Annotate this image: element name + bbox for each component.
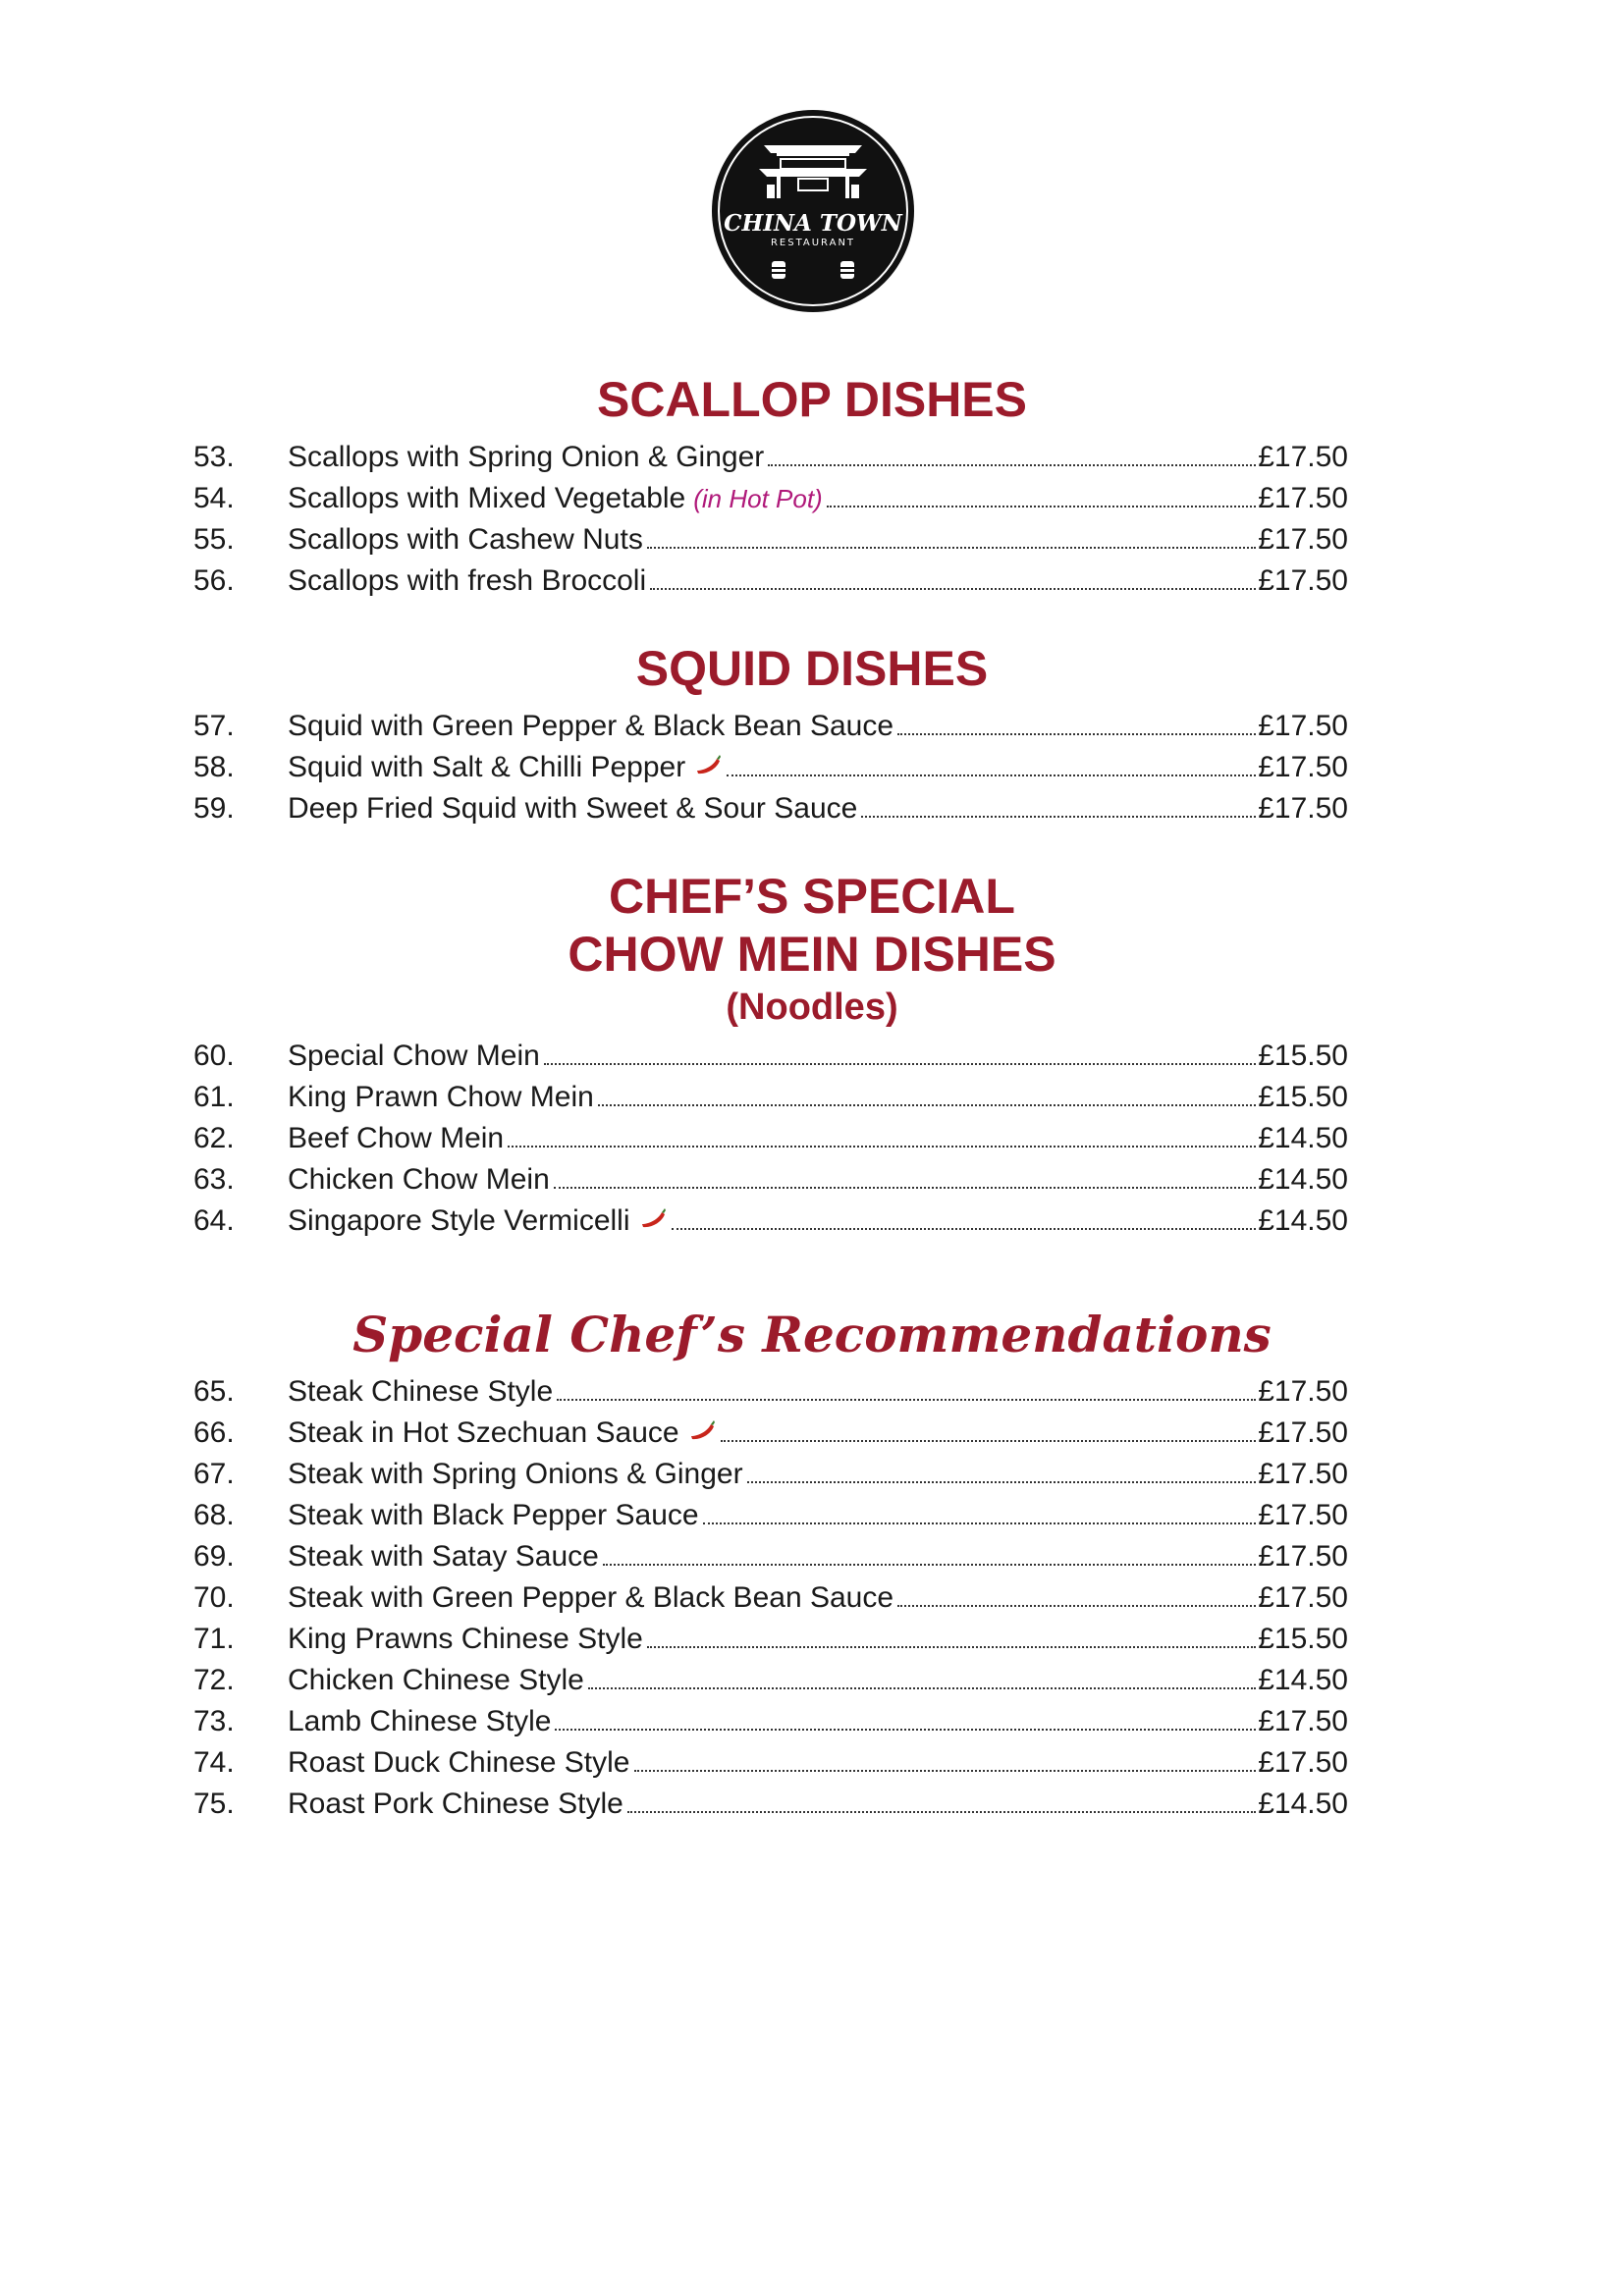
item-name: Chicken Chinese Style — [288, 1664, 584, 1696]
scallop-heading: SCALLOP DISHES — [596, 372, 1028, 427]
item-name: Scallops with fresh Broccoli — [288, 564, 647, 597]
item-number: 63. — [193, 1162, 235, 1196]
item-number: 75. — [193, 1788, 235, 1820]
item-price: £14.50 — [1258, 1162, 1348, 1196]
item-name: Lamb Chinese Style — [288, 1705, 552, 1737]
item-number: 72. — [193, 1664, 235, 1696]
menu-item — [0, 1536, 1624, 1577]
menu-item — [0, 1118, 1624, 1159]
menu-item — [0, 1742, 1624, 1784]
menu-item — [0, 561, 1624, 602]
menu-item — [0, 1454, 1624, 1495]
menu-item — [0, 1660, 1624, 1701]
item-name: Steak with Black Pepper Sauce — [288, 1499, 699, 1531]
menu-item — [0, 1413, 1624, 1454]
item-name: Deep Fried Squid with Sweet & Sour Sauce — [288, 792, 858, 825]
item-number: 68. — [193, 1499, 235, 1531]
squid-list — [0, 706, 1624, 829]
chowmein-heading-line1: CHEF’S SPECIAL — [609, 869, 1015, 924]
menu-item — [0, 1701, 1624, 1742]
menu-item — [0, 478, 1624, 519]
item-name: Squid with Salt & Chilli Pepper — [288, 751, 686, 783]
dot-leader — [634, 1769, 1257, 1772]
menu-item — [0, 1577, 1624, 1619]
chili-pepper-icon — [687, 1418, 717, 1442]
dot-leader — [554, 1186, 1256, 1189]
squid-heading: SQUID DISHES — [635, 641, 989, 696]
item-price: £17.50 — [1258, 1746, 1348, 1779]
dot-leader — [721, 1439, 1257, 1442]
chili-pepper-icon — [638, 1206, 668, 1230]
logo-subtitle: RESTAURANT — [770, 238, 856, 248]
menu-item — [0, 1036, 1624, 1077]
item-price: £17.50 — [1258, 751, 1348, 783]
dot-leader — [727, 774, 1256, 776]
dot-leader — [647, 546, 1256, 549]
item-price: £17.50 — [1258, 1705, 1348, 1737]
item-price: £17.50 — [1258, 792, 1348, 825]
chili-pepper-icon — [693, 753, 723, 776]
item-number: 53. — [193, 441, 235, 473]
item-price: £17.50 — [1258, 482, 1348, 514]
item-number: 65. — [193, 1375, 235, 1408]
item-number: 61. — [193, 1080, 235, 1113]
squid-section — [0, 640, 1624, 829]
item-price: £17.50 — [1258, 1581, 1348, 1614]
recommendations-list — [0, 1371, 1624, 1825]
dot-leader — [650, 587, 1256, 590]
dot-leader — [703, 1522, 1257, 1524]
item-number: 58. — [193, 751, 235, 783]
item-name: Steak with Spring Onions & Ginger — [288, 1458, 743, 1490]
menu-item — [0, 788, 1624, 829]
item-name: Singapore Style Vermicelli — [288, 1203, 630, 1237]
item-number: 73. — [193, 1705, 235, 1737]
menu-item — [0, 1077, 1624, 1118]
item-name: Chicken Chow Mein — [288, 1162, 550, 1196]
chowmein-list — [0, 1036, 1624, 1242]
menu-item — [0, 1619, 1624, 1660]
item-name: Scallops with Mixed Vegetable — [288, 482, 686, 514]
item-name: Steak with Satay Sauce — [288, 1540, 599, 1573]
item-price: £17.50 — [1258, 1375, 1348, 1408]
menu-item — [0, 1495, 1624, 1536]
menu-item — [0, 706, 1624, 747]
dot-leader — [897, 1604, 1256, 1607]
item-price: £17.50 — [1258, 523, 1348, 556]
item-number: 71. — [193, 1623, 235, 1655]
logo-name: CHINA TOWN — [724, 210, 902, 237]
menu-item — [0, 1159, 1624, 1201]
item-number: 56. — [193, 564, 235, 597]
item-name: Scallops with Spring Onion & Ginger — [288, 441, 765, 473]
item-number: 74. — [193, 1746, 235, 1779]
chowmein-section — [0, 868, 1624, 1242]
item-price: £14.50 — [1258, 1121, 1348, 1154]
item-number: 69. — [193, 1540, 235, 1573]
item-price: £15.50 — [1258, 1039, 1348, 1072]
item-name: Roast Pork Chinese Style — [288, 1788, 623, 1820]
dot-leader — [647, 1645, 1256, 1648]
item-number: 62. — [193, 1121, 235, 1154]
dot-leader — [672, 1227, 1257, 1230]
item-price: £17.50 — [1258, 1458, 1348, 1490]
item-name: Steak Chinese Style — [288, 1375, 554, 1408]
item-name: Scallops with Cashew Nuts — [288, 523, 643, 556]
scallop-list — [0, 437, 1624, 602]
dot-leader — [544, 1062, 1256, 1065]
dot-leader — [747, 1480, 1257, 1483]
menu-item — [0, 1201, 1624, 1242]
item-price: £17.50 — [1258, 441, 1348, 473]
item-price: £17.50 — [1258, 564, 1348, 597]
item-name: King Prawns Chinese Style — [288, 1623, 643, 1655]
item-note: (in Hot Pot) — [693, 484, 823, 513]
item-name: Squid with Green Pepper & Black Bean Sauce — [288, 710, 894, 742]
item-price: £14.50 — [1258, 1203, 1348, 1237]
item-price: £14.50 — [1258, 1788, 1348, 1820]
dot-leader — [555, 1728, 1256, 1731]
item-price: £17.50 — [1258, 1416, 1348, 1449]
dot-leader — [557, 1398, 1256, 1401]
item-name: Beef Chow Mein — [288, 1121, 505, 1154]
dot-leader — [588, 1686, 1256, 1689]
item-number: 59. — [193, 792, 235, 825]
item-number: 54. — [193, 482, 235, 514]
dot-leader — [827, 505, 1257, 507]
menu-item — [0, 1371, 1624, 1413]
dot-leader — [627, 1810, 1256, 1813]
menu-item — [0, 1784, 1624, 1825]
item-number: 70. — [193, 1581, 235, 1614]
item-price: £17.50 — [1258, 1540, 1348, 1573]
item-price: £14.50 — [1258, 1664, 1348, 1696]
item-number: 64. — [193, 1203, 235, 1237]
item-name: Steak with Green Pepper & Black Bean Sauce — [288, 1581, 894, 1614]
chowmein-subheading: (Noodles) — [726, 987, 898, 1028]
item-price: £15.50 — [1258, 1623, 1348, 1655]
item-name: King Prawn Chow Mein — [288, 1080, 594, 1113]
item-price: £15.50 — [1258, 1080, 1348, 1113]
item-number: 57. — [193, 710, 235, 742]
item-name: Special Chow Mein — [288, 1039, 540, 1072]
dot-leader — [508, 1145, 1256, 1148]
dot-leader — [598, 1103, 1256, 1106]
item-number: 60. — [193, 1039, 235, 1072]
item-price: £17.50 — [1258, 710, 1348, 742]
menu-item — [0, 747, 1624, 788]
item-number: 55. — [193, 523, 235, 556]
dot-leader — [603, 1563, 1256, 1566]
menu-item — [0, 437, 1624, 478]
chowmein-heading-line2: CHOW MEIN DISHES — [568, 927, 1056, 982]
item-number: 66. — [193, 1416, 235, 1449]
item-price: £17.50 — [1258, 1499, 1348, 1531]
dot-leader — [897, 732, 1256, 735]
menu-item — [0, 519, 1624, 561]
recommendations-heading: Special Chef’s Recommendations — [352, 1306, 1272, 1363]
dot-leader — [768, 463, 1256, 466]
scallop-section — [0, 371, 1624, 602]
restaurant-logo — [710, 108, 916, 314]
item-name: Roast Duck Chinese Style — [288, 1746, 630, 1779]
dot-leader — [861, 815, 1256, 818]
item-name: Steak in Hot Szechuan Sauce — [288, 1416, 679, 1449]
recommendations-section — [0, 1306, 1624, 1825]
item-number: 67. — [193, 1458, 235, 1490]
